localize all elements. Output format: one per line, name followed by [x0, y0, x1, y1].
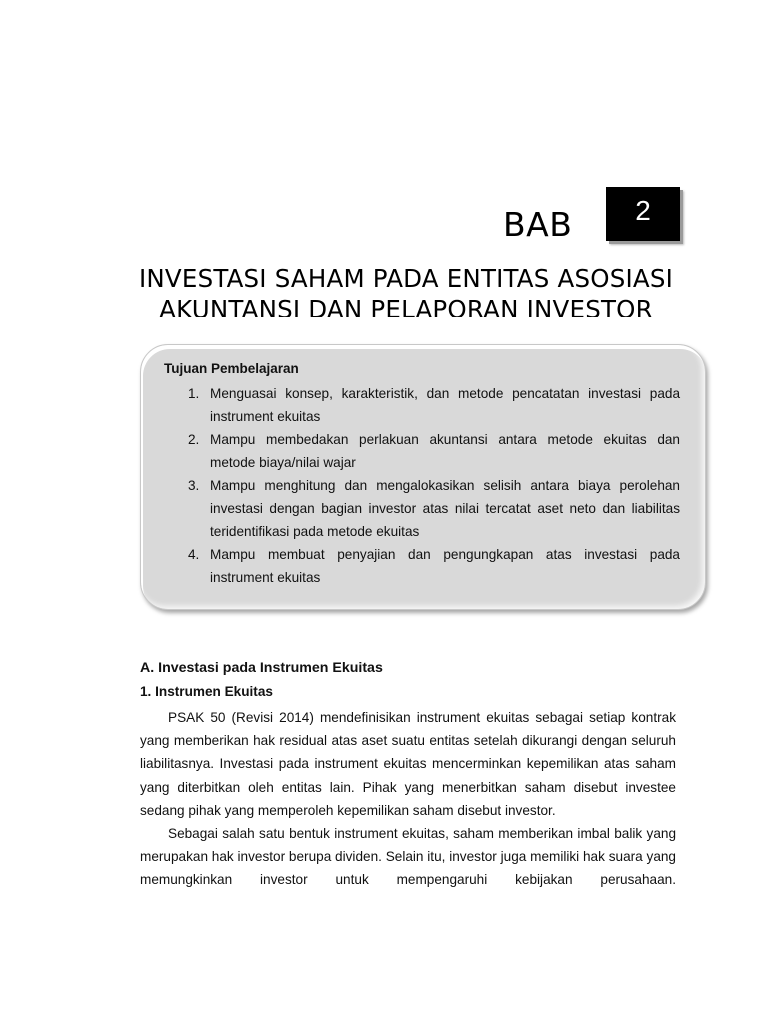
objective-number: 1. — [188, 386, 200, 401]
objective-number: 4. — [188, 547, 200, 562]
section-heading: A. Investasi pada Instrumen Ekuitas — [140, 660, 383, 676]
paragraph: PSAK 50 (Revisi 2014) mendefinisikan instrument ekuitas sebagai setiap kontrak yang memberikan hak residual atas aset suatu entitas setelah dikurangi dengan seluruh liabilitasnya. Investasi pada instrument ekuitas mencerminkan kepemilikan atas saham yang diterbitkan oleh entitas lain. Pihak yang menerbitkan saham disebut investee sedang pihak yang memperoleh kepemilikan saham disebut investor. — [140, 710, 676, 818]
objective-item — [182, 382, 680, 428]
paragraph: Sebagai salah satu bentuk instrument ekuitas, saham memberikan imbal balik yang merupakan hak investor berupa dividen. Selain itu, investor juga memiliki hak suara yang memungkinkan investor untuk mempengaruhi kebijakan perusahaan. — [140, 826, 676, 888]
chapter-title — [100, 263, 712, 317]
objective-text: Mampu membuat penyajian dan pengungkapan atas investasi pada instrument ekuitas — [210, 547, 680, 585]
learning-objectives-list — [182, 382, 680, 589]
body-text — [140, 706, 676, 892]
chapter-label: BAB — [503, 205, 573, 244]
objective-item — [182, 543, 680, 589]
objective-text: Mampu membedakan perlakuan akuntansi antara metode ekuitas dan metode biaya/nilai wajar — [210, 432, 680, 470]
chapter-number: 2 — [635, 195, 651, 226]
chapter-number-badge — [606, 187, 680, 241]
objective-item — [182, 474, 680, 543]
objective-item — [182, 428, 680, 474]
learning-objectives-title: Tujuan Pembelajaran — [164, 361, 299, 376]
objective-text: Mampu menghitung dan mengalokasikan selisih antara biaya perolehan investasi dengan bagian investor atas nilai tercatat aset neto dan liabilitas teridentifikasi pada metode ekuitas — [210, 478, 680, 539]
objective-number: 2. — [188, 432, 200, 447]
chapter-title-line-2: AKUNTANSI DAN PELAPORAN INVESTOR — [159, 295, 653, 317]
subsection-heading: 1. Instrumen Ekuitas — [140, 684, 273, 699]
objective-text: Menguasai konsep, karakteristik, dan metode pencatatan investasi pada instrument ekuitas — [210, 386, 680, 424]
objective-number: 3. — [188, 478, 200, 493]
chapter-title-line-1: INVESTASI SAHAM PADA ENTITAS ASOSIASI — [138, 264, 674, 293]
